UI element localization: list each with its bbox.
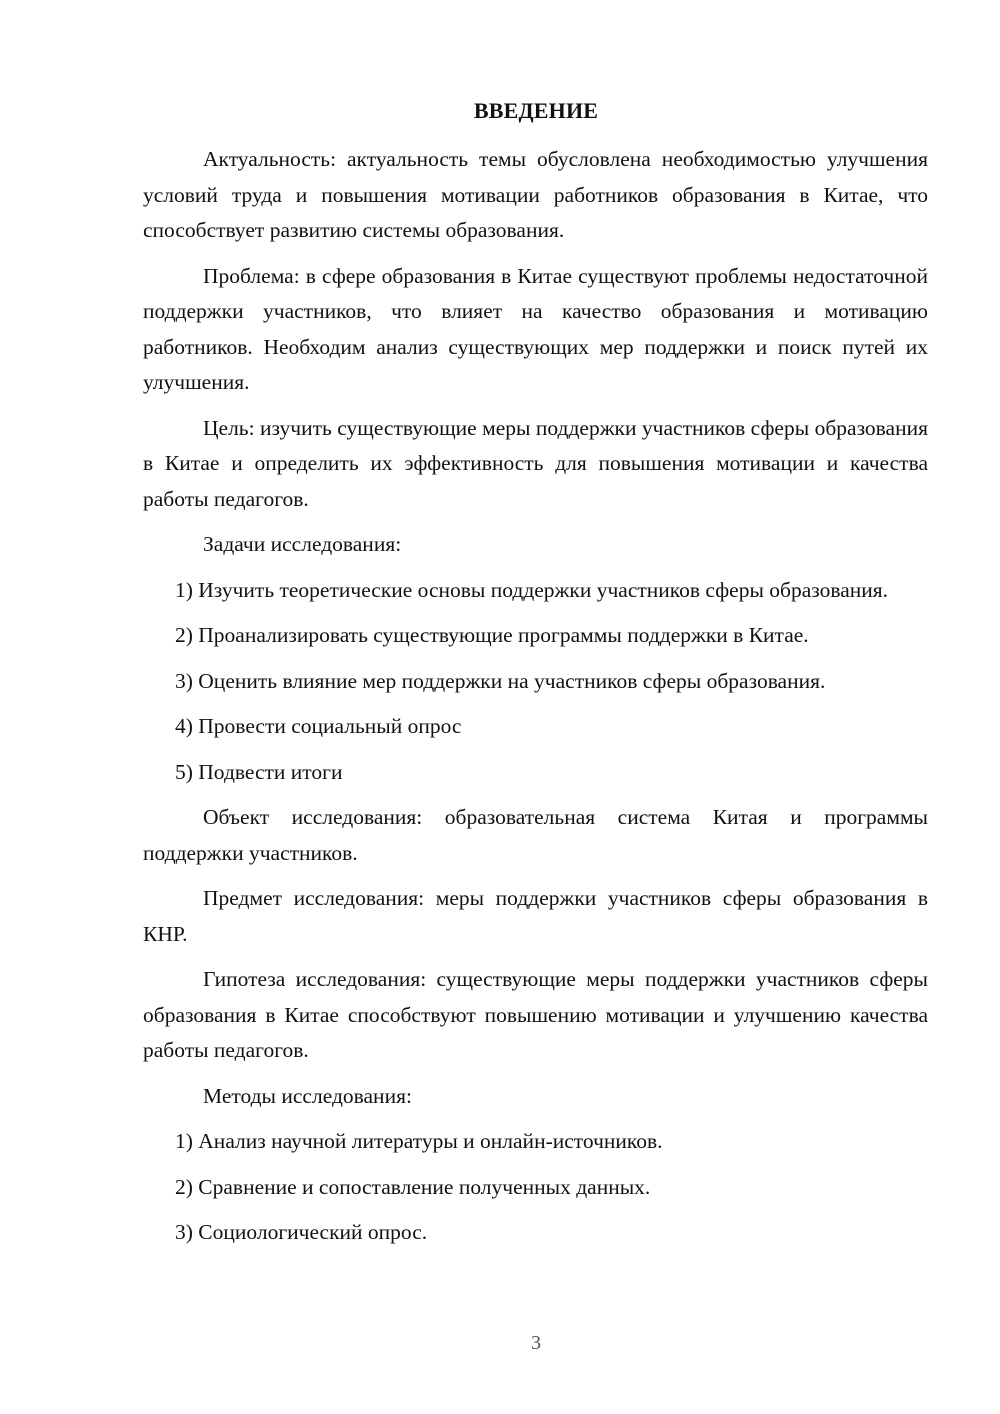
relevance-paragraph: Актуальность: актуальность темы обусловлена необходимостью улучшения условий труда и повышения мотивации работников образования в Китае, что способствует развитию системы образования. <box>143 147 928 242</box>
method-item: 3) Социологический опрос. <box>175 1220 428 1244</box>
task-item: 5) Подвести итоги <box>175 759 343 784</box>
task-item: 2) Проанализировать существующие программы поддержки в Китае. <box>175 623 809 647</box>
page-title: ВВЕДЕНИЕ <box>473 98 599 123</box>
method-item: 1) Анализ научной литературы и онлайн-источников. <box>175 1129 663 1153</box>
goal-paragraph: Цель: изучить существующие меры поддержки участников сферы образования в Китае и определить их эффективность для повышения мотивации и качества работы педагогов. <box>143 415 928 511</box>
subject-paragraph: Предмет исследования: меры поддержки участников сферы образования в КНР. <box>143 886 928 946</box>
object-paragraph: Объект исследования: образовательная система Китая и программы поддержки участников. <box>143 805 928 865</box>
task-item: 3) Оценить влияние мер поддержки на участников сферы образования. <box>175 668 826 693</box>
task-item: 1) Изучить теоретические основы поддержки участников сферы образования. <box>175 577 889 602</box>
problem-paragraph: Проблема: в сфере образования в Китае существуют проблемы недостаточной поддержки участников, что влияет на качество образования и мотивацию работников. Необходим анализ существующих мер поддержки и поиск путей их улучшения. <box>143 263 928 394</box>
page-number: 3 <box>531 1332 541 1354</box>
tasks-heading: Задачи исследования: <box>203 532 402 556</box>
hypothesis-paragraph: Гипотеза исследования: существующие меры поддержки участников сферы образования в Китае способствуют повышению мотивации и улучшению качества работы педагогов. <box>143 967 928 1062</box>
method-item: 2) Сравнение и сопоставление полученных данных. <box>175 1174 651 1199</box>
task-item: 4) Провести социальный опрос <box>175 714 462 738</box>
methods-heading: Методы исследования: <box>203 1083 412 1108</box>
document-body <box>143 142 928 1261</box>
